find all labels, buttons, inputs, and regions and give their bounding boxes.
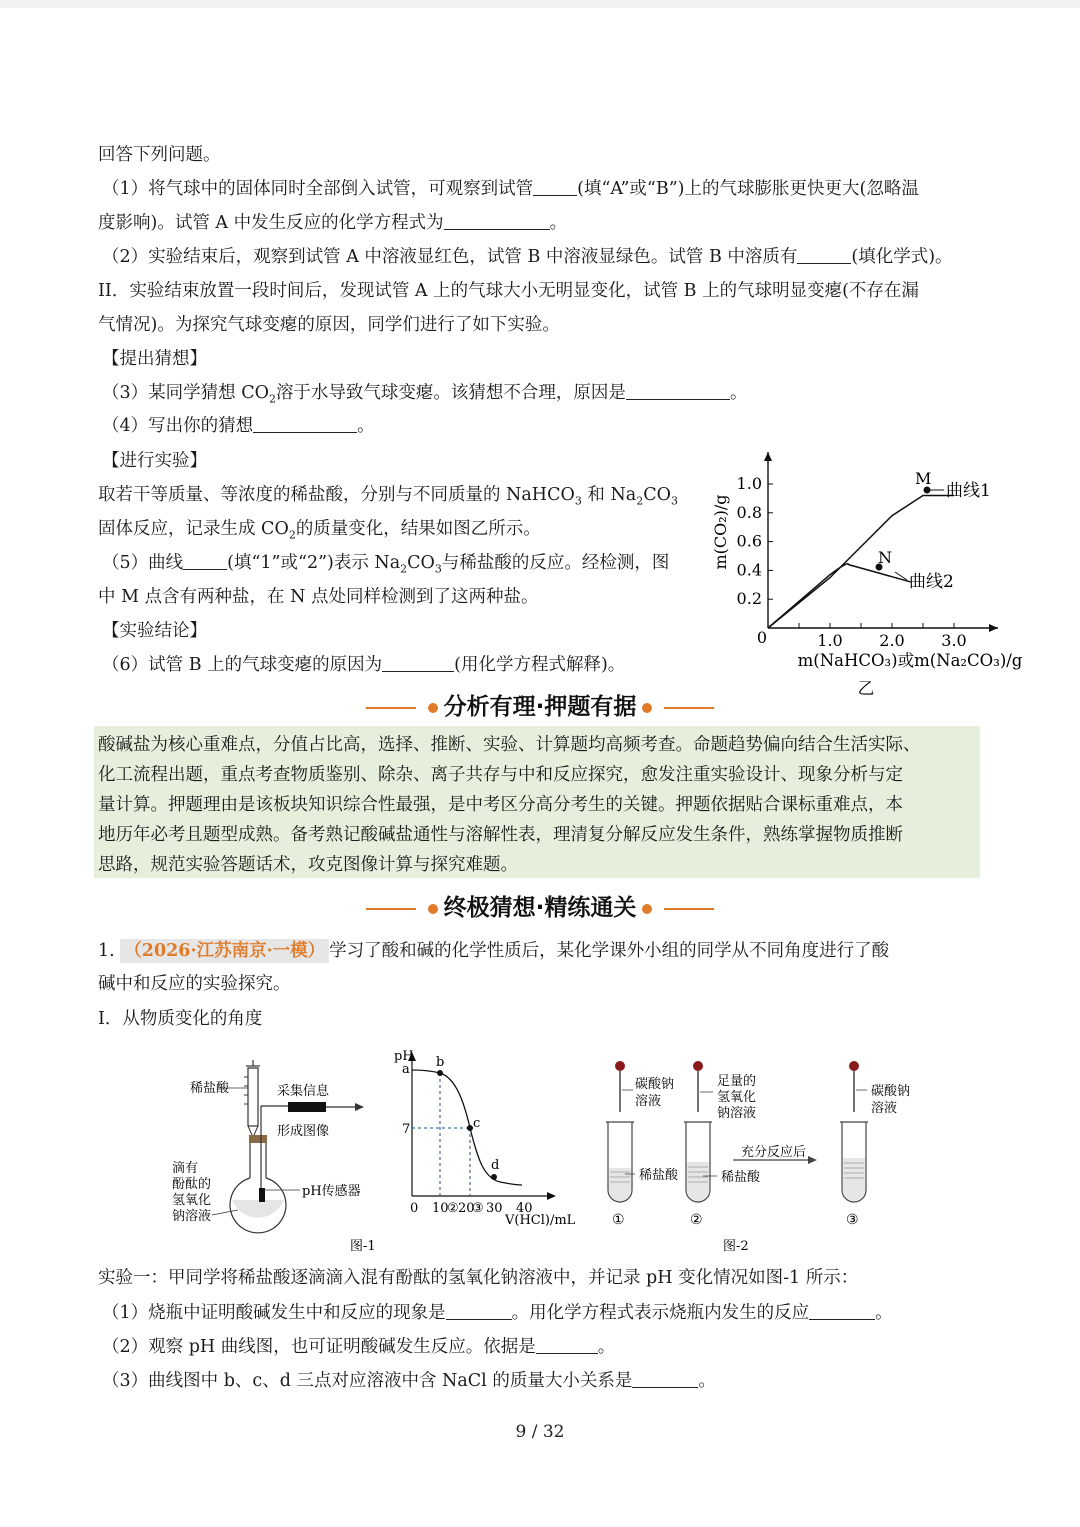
curve-1-line: [768, 496, 954, 629]
heading-hypothesis: 【提出猜想】: [102, 349, 207, 369]
text-line: 中 M 点含有两种盐，在 N 点处同样检测到了这两种盐。: [98, 587, 539, 607]
text-line: 回答下列问题。: [98, 145, 221, 165]
text-line: II．实验结束放置一段时间后，发现试管 A 上的气球大小无明显变化，试管 B 上的气球明显变瘪(不存在漏: [98, 281, 919, 301]
test-tube-2: [684, 1061, 712, 1202]
x-axis-arrow: [989, 624, 998, 632]
label-tube1-acid: 稀盐酸: [639, 1168, 679, 1183]
point-b: [437, 1070, 443, 1076]
answer-blank[interactable]: [797, 245, 851, 264]
label-volume: V(HCl)/mL: [505, 1213, 576, 1228]
label-flask: 钠溶液: [172, 1209, 212, 1224]
figure-2: [595, 1050, 945, 1260]
tick-20: 20: [458, 1201, 475, 1216]
figure-1-caption: 图-1: [350, 1239, 376, 1254]
experiment-line: （2）观察 pH 曲线图，也可证明酸碱发生反应。依据是 。: [102, 1337, 616, 1357]
label-ph: pH: [394, 1049, 414, 1064]
question-1-line: 1. （2026·江苏南京·一模） 学习了酸和碱的化学性质后，某化学课外小组的同学从不同角度进行了酸: [98, 941, 890, 961]
figure-2-caption: 图-2: [723, 1239, 749, 1254]
label-b: b: [436, 1055, 445, 1070]
analysis-line: 思路，规范实验答题话术，攻克图像计算与探究难题。: [98, 855, 518, 875]
label-tube2-acid: 稀盐酸: [721, 1170, 761, 1185]
label-seven: 7: [402, 1122, 411, 1137]
label-flask: 氢氧化: [172, 1193, 212, 1208]
point-d: [491, 1174, 497, 1180]
analysis-line: 酸碱盐为核心重难点，分值占比高，选择、推断、实验、计算题均高频考查。命题趋势偏向结合生活实际、: [98, 735, 921, 755]
tube-number-3: ③: [846, 1212, 859, 1228]
heading-conclusion: 【实验结论】: [102, 621, 207, 641]
text-line: （4）写出你的猜想 。: [102, 416, 375, 436]
co2-mass-chart: [700, 440, 1040, 705]
page-number: 9 / 32: [515, 1422, 565, 1442]
text-line: （1）将气球中的固体同时全部倒入试管，可观察到试管 (填“A”或“B”)上的气球膨胀更快更大(忽略温: [102, 179, 919, 199]
experiment-line: （3）曲线图中 b、c、d 三点对应溶液中含 NaCl 的质量大小关系是 。: [102, 1371, 716, 1391]
x-axis-title: m(NaHCO₃)或m(Na₂CO₃)/g: [797, 651, 1023, 670]
label-arrow: 充分反应后: [741, 1145, 807, 1160]
label-tube2: 钠溶液: [717, 1106, 757, 1121]
label-curve2: 曲线2: [909, 572, 954, 592]
y-axis-title: m(CO₂)/g: [711, 494, 730, 570]
curve-2-line: [768, 564, 911, 628]
label-tube3: 溶液: [871, 1101, 898, 1116]
text-line: （6）试管 B 上的气球变瘪的原因为 (用化学方程式解释)。: [102, 655, 626, 675]
analysis-line: 化工流程出题，重点考查物质鉴别、除杂、离子共存与中和反应探究，愈发注重实验设计、现象分析与定: [98, 765, 903, 785]
test-tube-3: [840, 1061, 868, 1202]
label-d: d: [491, 1158, 500, 1173]
figure-1: [160, 1040, 580, 1260]
label-curve1: 曲线1: [946, 481, 991, 501]
analysis-line: 量计算。押题理由是该板块知识综合性最强，是中考区分高分考生的关键。押题依据贴合课标重难点，本: [98, 795, 903, 815]
y-tick-label: 0.6: [736, 531, 762, 551]
label-m: M: [915, 469, 932, 488]
tick-circled-3: ③: [472, 1201, 484, 1216]
text-line: （2）实验结束后，观察到试管 A 中溶液显红色，试管 B 中溶液显绿色。试管 B 中溶质有 (填化学式)。: [102, 247, 953, 267]
y-tick-label: 0.8: [736, 502, 762, 522]
label-n: N: [878, 548, 892, 567]
question-1-line: 碱中和反应的实验探究。: [98, 974, 291, 994]
label-tube3: 碳酸钠: [871, 1084, 911, 1099]
y-tick-label: 1.0: [736, 474, 762, 493]
label-tube2: 氢氧化: [717, 1090, 757, 1105]
tick-40: 40: [516, 1201, 533, 1216]
label-tube2: 足量的: [717, 1074, 757, 1089]
label-sensor: pH传感器: [302, 1184, 361, 1199]
tick-10: 10: [432, 1201, 449, 1216]
x-tick-label: 2.0: [879, 631, 905, 650]
answer-blank[interactable]: [809, 1301, 875, 1320]
answer-blank[interactable]: [446, 1301, 512, 1320]
answer-blank[interactable]: [253, 414, 357, 433]
answer-blank[interactable]: [444, 211, 550, 230]
section-header-practice: 终极猜想·精练通关: [0, 889, 1080, 922]
text-line: 度影响)。试管 A 中发生反应的化学方程式为 。: [98, 213, 568, 233]
y-tick-label: 0.2: [736, 589, 762, 609]
tick-0: 0: [410, 1201, 419, 1216]
analysis-line: 地历年必考且题型成熟。备考熟记酸碱盐通性与溶解性表，理清复分解反应发生条件，熟练掌握物质推断: [98, 825, 903, 845]
answer-blank[interactable]: [632, 1369, 698, 1388]
answer-blank[interactable]: [183, 551, 227, 570]
x-tick-label: 1.0: [817, 631, 843, 650]
answer-blank[interactable]: [626, 381, 730, 400]
label-tube1: 溶液: [635, 1094, 662, 1109]
text-line: 固体反应，记录生成 $CO_2$的质量变化，结果如图乙所示。: [98, 519, 541, 542]
text-line: （3）某同学猜想 $CO_2$溶于水导致气球变瘪。该猜想不合理，原因是 。: [102, 383, 748, 406]
label-collect: 采集信息: [277, 1084, 330, 1099]
section-header-analysis: 分析有理·押题有据: [0, 688, 1080, 721]
experiment-line: 实验一：甲同学将稀盐酸逐滴滴入混有酚酞的氢氧化钠溶液中，并记录 pH 变化情况如图-1 所示：: [98, 1268, 859, 1288]
y-tick-label: 0.4: [736, 560, 762, 580]
label-flask: 滴有: [172, 1161, 199, 1176]
label-flask: 酚酞的: [172, 1177, 212, 1192]
part-heading: I．从物质变化的角度: [98, 1009, 263, 1029]
tick-circled-2: ②: [447, 1201, 459, 1216]
test-tube-1: [606, 1061, 634, 1202]
data-collector: [288, 1102, 326, 1112]
experiment-line: （1）烧瓶中证明酸碱发生中和反应的现象是 。用化学方程式表示烧瓶内发生的反应 。: [102, 1303, 893, 1323]
text-line: 气情况)。为探究气球变瘪的原因，同学们进行了如下实验。: [98, 315, 560, 335]
tick-30: 30: [486, 1201, 503, 1216]
answer-blank[interactable]: [533, 177, 577, 196]
tube-number-1: ①: [612, 1212, 625, 1228]
label-acid: 稀盐酸: [190, 1081, 230, 1096]
stopper: [249, 1135, 267, 1143]
answer-blank[interactable]: [382, 653, 454, 672]
text-line: （5）曲线 (填“1”或“2”)表示 $Na_2CO_3$与稀盐酸的反应。经检测，图: [102, 553, 670, 576]
y-axis-arrow: [764, 452, 772, 461]
answer-blank[interactable]: [536, 1335, 598, 1354]
x-tick-label: 3.0: [941, 631, 967, 650]
burette: [248, 1068, 258, 1126]
heading-experiment: 【进行实验】: [102, 451, 207, 471]
label-a: a: [402, 1062, 410, 1077]
label-tube1: 碳酸钠: [635, 1077, 675, 1092]
chart-caption: 乙: [857, 679, 875, 698]
origin-label: 0: [756, 628, 768, 647]
text-line: 取若干等质量、等浓度的稀盐酸，分别与不同质量的 NaHCO$_3$ 和 $Na_2CO_3$: [98, 485, 678, 508]
source-tag: （2026·江苏南京·一模）: [120, 939, 329, 963]
label-graph: 形成图像: [277, 1124, 330, 1139]
label-c: c: [473, 1116, 481, 1131]
tube-number-2: ②: [690, 1212, 703, 1228]
